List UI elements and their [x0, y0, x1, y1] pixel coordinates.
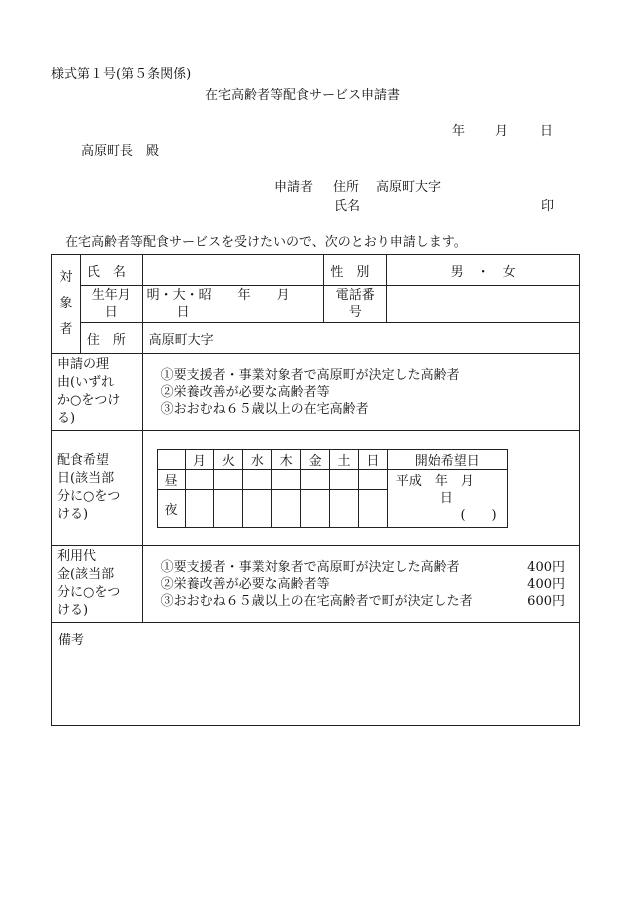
meal-days-label: 配食希望 日(該当部 分に○をつ ける): [52, 431, 143, 546]
dinner-slot[interactable]: [214, 489, 243, 527]
day-header: 日: [358, 449, 387, 469]
subject-dob-label: 生年月 日: [80, 286, 142, 323]
lunch-slot[interactable]: [272, 469, 301, 489]
intro-text: 在宅高齢者等配食サービスを受けたいので、次のとおり申請します。: [65, 235, 467, 250]
subject-phone-field[interactable]: [387, 286, 580, 323]
dinner-slot[interactable]: [301, 489, 330, 527]
fee-label: 利用代 金(該当部 分に○をつ ける): [52, 546, 143, 623]
dinner-label: 夜: [157, 489, 185, 527]
start-date-header: 開始希望日: [387, 449, 507, 469]
day-header: 木: [272, 449, 301, 469]
seal-mark: 印: [541, 199, 555, 214]
fee-option[interactable]: ①要支援者・事業対象者で高原町が決定した高齢者 400円: [160, 559, 565, 575]
lunch-slot[interactable]: [301, 469, 330, 489]
dinner-slot[interactable]: [272, 489, 301, 527]
applicant-name-label: 氏名: [334, 199, 361, 214]
lunch-label: 昼: [157, 469, 185, 489]
date-day-label: 日: [540, 124, 554, 139]
subject-group-label: 対象者: [52, 255, 81, 354]
applicant-address-value: 高原町大字: [376, 180, 442, 195]
lunch-slot[interactable]: [214, 469, 243, 489]
application-form-table: [51, 254, 580, 726]
dinner-slot[interactable]: [358, 489, 387, 527]
subject-gender-label: 性 別: [324, 255, 387, 286]
reason-option[interactable]: ②栄養改善が必要な高齢者等: [160, 384, 330, 400]
remarks-field[interactable]: [52, 623, 580, 726]
fee-options[interactable]: [142, 546, 579, 623]
addressee: 高原町長 殿: [81, 144, 160, 159]
date-year-label: 年: [452, 124, 466, 139]
applicant-label: 申請者: [274, 180, 314, 195]
subject-name-label: 氏 名: [80, 255, 142, 286]
day-header: 月: [185, 449, 214, 469]
lunch-slot[interactable]: [358, 469, 387, 489]
meal-days-grid: [157, 449, 508, 528]
day-header: 水: [243, 449, 272, 469]
day-header: 金: [301, 449, 330, 469]
dinner-slot[interactable]: [185, 489, 214, 527]
remarks-label: 備考: [58, 633, 85, 648]
dinner-slot[interactable]: [330, 489, 359, 527]
subject-dob-field[interactable]: 明・大・昭 年 月 日: [142, 286, 324, 323]
subject-name-field[interactable]: [142, 255, 324, 286]
date-month-label: 月: [495, 124, 509, 139]
subject-phone-label: 電話番 号: [324, 286, 387, 323]
fee-option[interactable]: ②栄養改善が必要な高齢者等 400円: [160, 576, 565, 592]
reason-option[interactable]: ③おおむね６５歳以上の在宅高齢者: [160, 401, 369, 417]
grid-corner: [157, 449, 185, 469]
subject-address-field[interactable]: 高原町大字: [142, 323, 579, 354]
day-header: 火: [214, 449, 243, 469]
dinner-slot[interactable]: [243, 489, 272, 527]
lunch-slot[interactable]: [330, 469, 359, 489]
form-number: 様式第１号(第５条関係): [51, 67, 192, 82]
reason-option[interactable]: ①要支援者・事業対象者で高原町が決定した高齢者: [160, 367, 460, 383]
start-date-field[interactable]: 平成 年 月 日 ( ): [387, 469, 507, 527]
applicant-address-label: 住所: [333, 180, 360, 195]
form-title: 在宅高齢者等配食サービス申請書: [205, 88, 401, 103]
lunch-slot[interactable]: [243, 469, 272, 489]
reason-label: 申請の理 由(いずれ か○をつけ る): [52, 354, 143, 431]
fee-option[interactable]: ③おおむね６５歳以上の在宅高齢者で町が決定した者 600円: [160, 593, 565, 609]
subject-gender-options[interactable]: 男 ・ 女: [387, 255, 580, 286]
lunch-slot[interactable]: [185, 469, 214, 489]
day-header: 土: [330, 449, 359, 469]
subject-address-label: 住 所: [80, 323, 142, 354]
meal-days-cell: [142, 431, 579, 546]
reason-options[interactable]: [142, 354, 579, 431]
